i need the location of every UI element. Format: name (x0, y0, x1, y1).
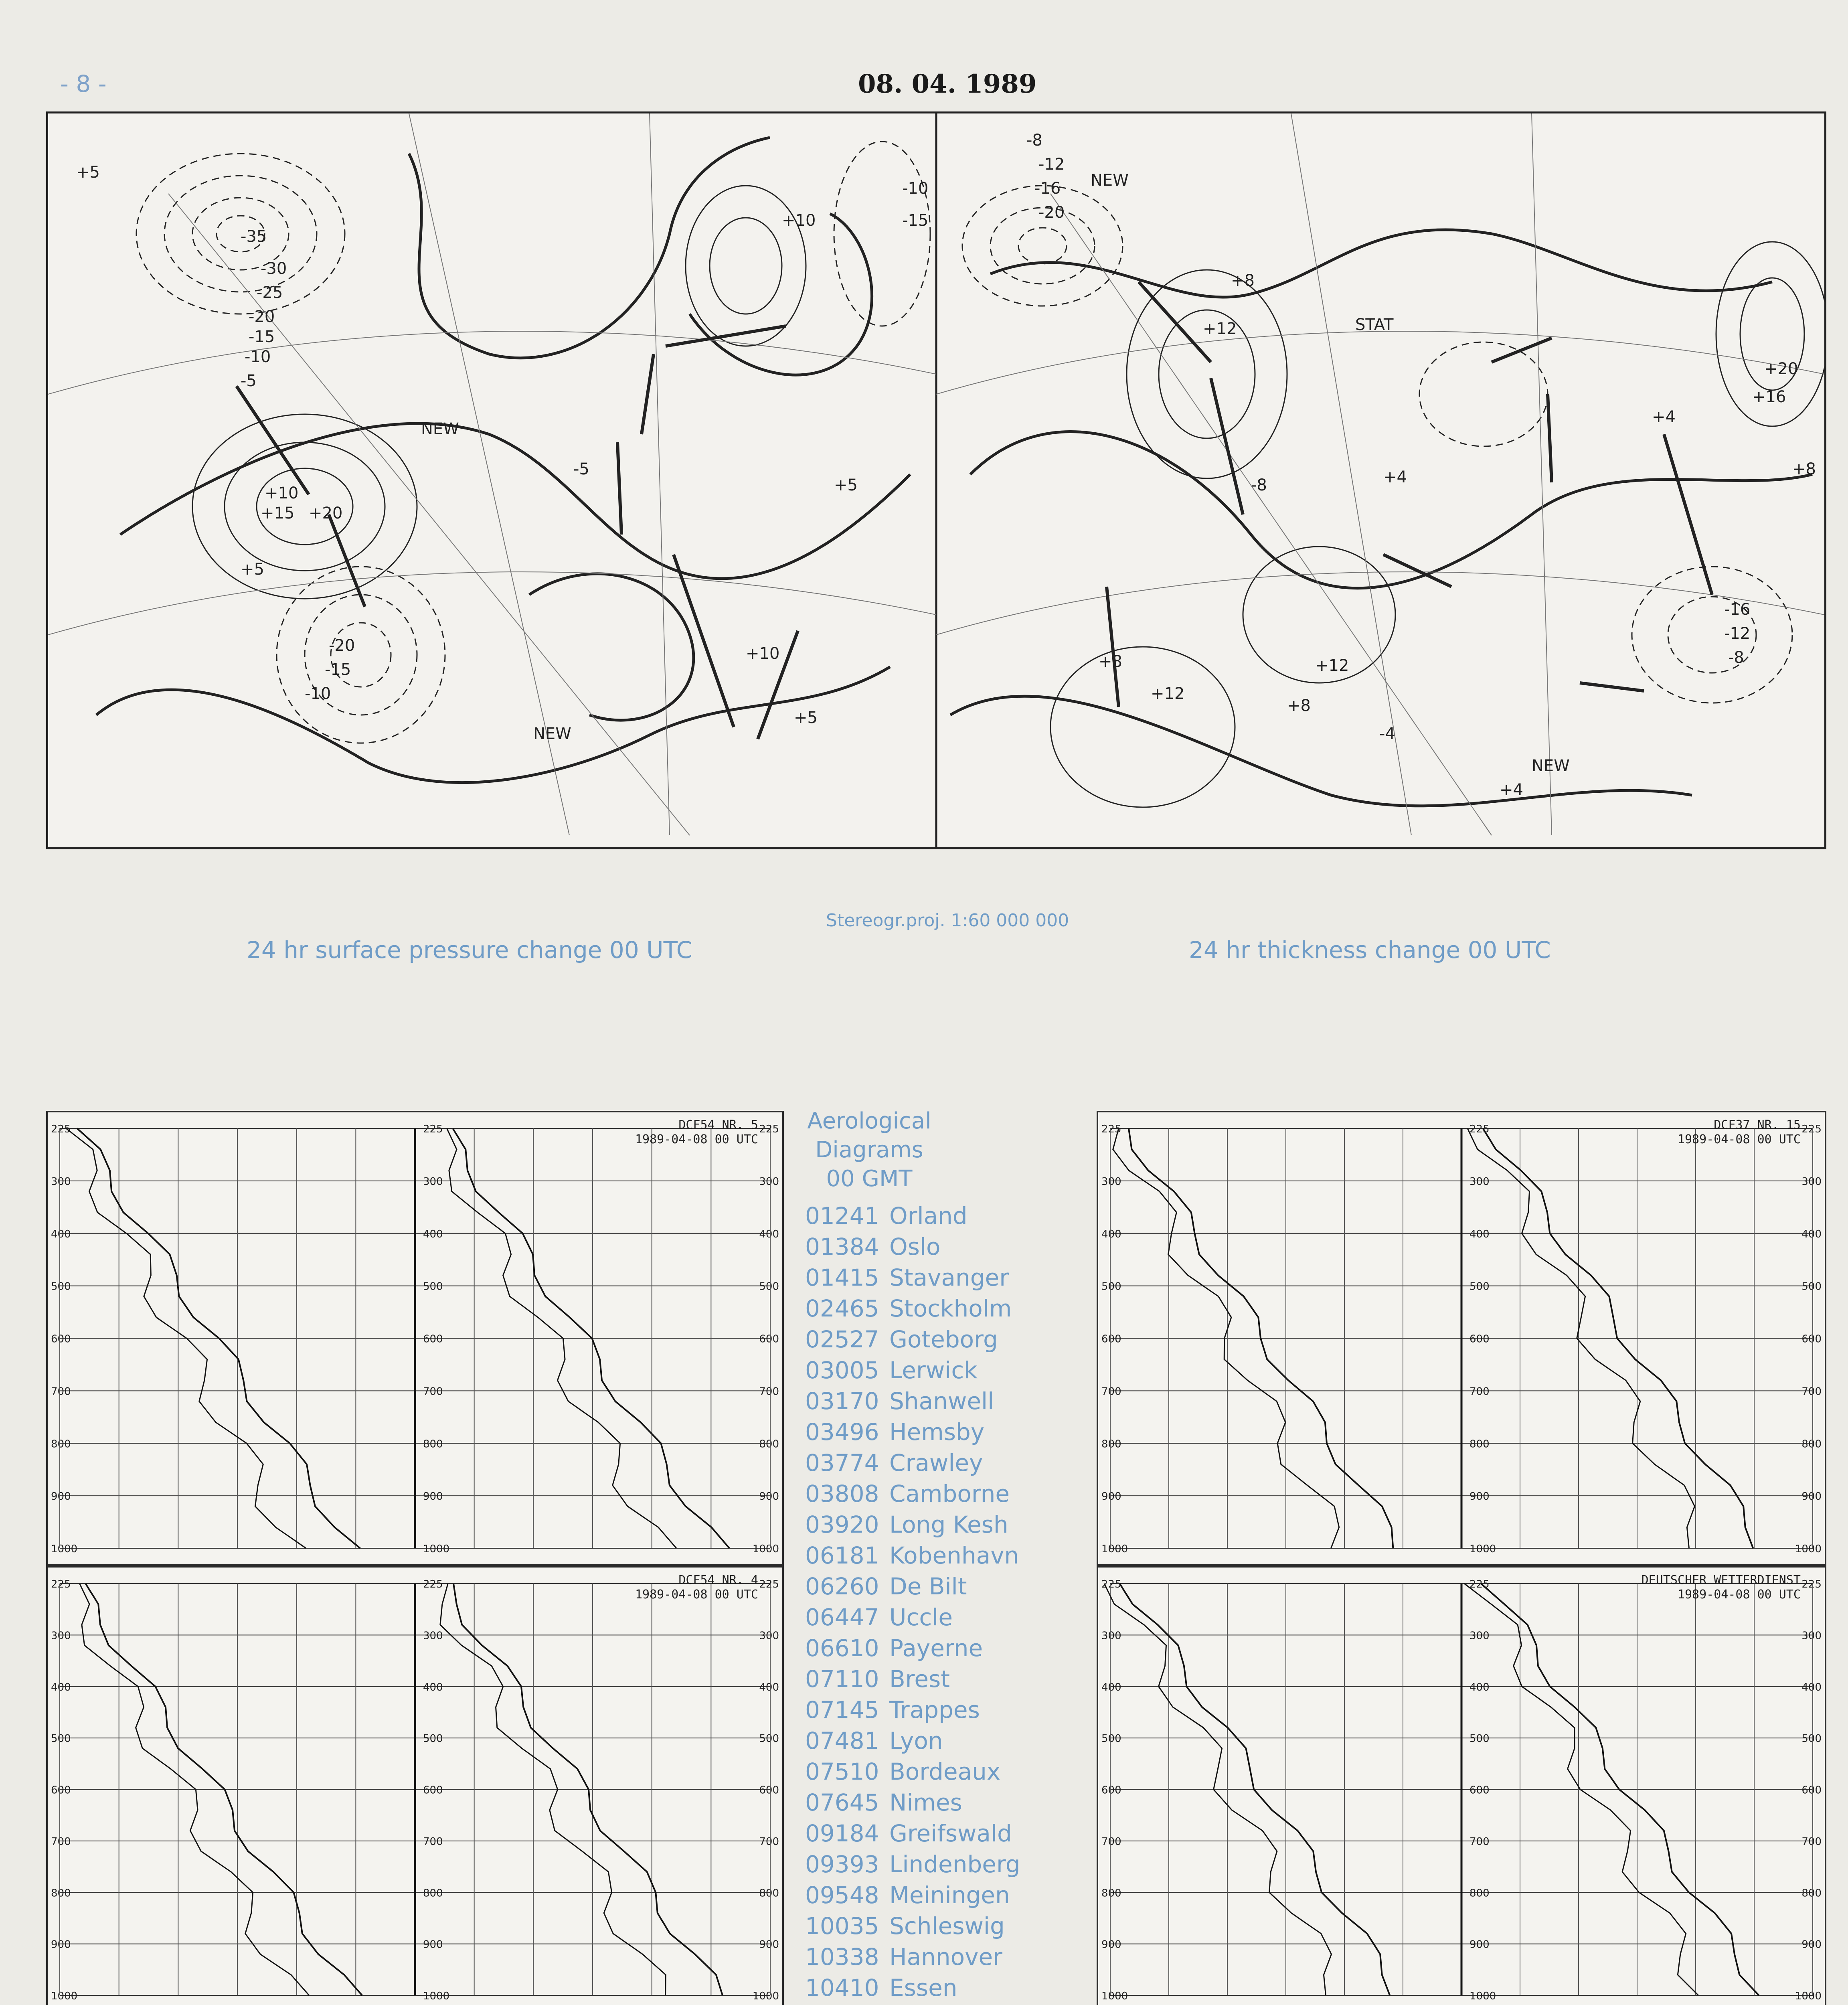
pressure-level-label: 225 (423, 1123, 443, 1135)
pressure-level-label: 600 (1469, 1784, 1490, 1796)
station-row (805, 1973, 1086, 2003)
station-code: 03774 (805, 1449, 879, 1476)
pressure-level-label: 800 (51, 1887, 71, 1900)
pressure-level-label: 300 (423, 1175, 443, 1188)
station-name: Shanwell (889, 1387, 994, 1415)
map-label: NEW (1532, 757, 1570, 775)
pressure-level-label: 900 (759, 1938, 779, 1951)
diagram-date: 1989-04-08 (635, 1132, 708, 1146)
station-code: 01415 (805, 1264, 879, 1291)
pressure-level-label: 500 (759, 1733, 779, 1745)
sounding-plot (48, 1112, 782, 1564)
pressure-level-label: 400 (1801, 1681, 1822, 1693)
diagram-header (635, 1118, 758, 1147)
station-code: 02527 (805, 1326, 879, 1353)
map-label: -15 (902, 211, 929, 230)
pressure-level-label: 600 (1469, 1333, 1490, 1345)
pressure-level-label: 900 (1101, 1938, 1121, 1951)
pressure-level-label: 600 (51, 1333, 71, 1345)
map-label: -8 (1251, 476, 1267, 494)
pressure-level-label: 900 (1801, 1938, 1822, 1951)
pressure-level-label: 300 (759, 1630, 779, 1642)
pressure-level-label: 600 (423, 1784, 443, 1796)
station-name: Orland (889, 1202, 968, 1229)
station-code: 07110 (805, 1665, 879, 1693)
map-label: +10 (265, 484, 299, 502)
pressure-level-label: 800 (51, 1438, 71, 1450)
station-row (805, 1262, 1086, 1293)
map-label: -20 (1038, 203, 1065, 222)
pressure-level-label: 500 (423, 1733, 443, 1745)
surface-pressure-caption: 24 hr surface pressure change 00 UTC (247, 936, 693, 964)
map-label: +20 (309, 504, 343, 523)
pressure-level-label: 400 (1101, 1228, 1121, 1240)
station-code: 06610 (805, 1634, 879, 1662)
projection-scale: Stereogr.proj. 1:60 000 000 (826, 910, 1069, 931)
station-name: Meiningen (889, 1881, 1010, 1909)
station-row (805, 1787, 1086, 1818)
station-code: 01241 (805, 1202, 879, 1229)
pressure-level-label: 500 (51, 1280, 71, 1293)
map-label: -5 (241, 372, 257, 390)
station-name: Nimes (889, 1789, 962, 1816)
pressure-level-label: 1000 (752, 1990, 779, 2002)
pressure-level-label: 600 (1801, 1333, 1822, 1345)
map-label: -10 (245, 348, 271, 366)
map-label: +4 (1500, 781, 1523, 799)
station-code: 07510 (805, 1758, 879, 1785)
station-code: 06181 (805, 1542, 879, 1569)
sounding-plot (1098, 1568, 1825, 2005)
station-code: 06260 (805, 1573, 879, 1600)
pressure-level-label: 600 (759, 1784, 779, 1796)
map-label: NEW (1091, 171, 1129, 190)
pressure-level-label: 800 (1101, 1887, 1121, 1900)
index-title-line: 00 GMT (826, 1166, 913, 1192)
pressure-level-label: 600 (759, 1333, 779, 1345)
station-code (805, 2003, 889, 2005)
map-label: -8 (1728, 648, 1744, 667)
map-label: +12 (1151, 685, 1185, 703)
diagram-header (635, 1573, 758, 1602)
station-code: 03170 (805, 1387, 879, 1415)
map-label: +8 (1287, 697, 1311, 715)
map-label: +5 (794, 709, 818, 727)
station-row (805, 1942, 1086, 1973)
pressure-level-label: 600 (51, 1784, 71, 1796)
station-row (805, 1726, 1086, 1756)
station-code: 03920 (805, 1511, 879, 1538)
synoptic-maps-drawing (48, 113, 1824, 847)
station-code: 07645 (805, 1789, 879, 1816)
diagram-date: 1989-04-08 (1677, 1588, 1750, 1602)
station-name (889, 2003, 994, 2005)
station-code: 02465 (805, 1295, 879, 1322)
station-index (805, 1107, 1086, 2005)
pressure-level-label: 225 (1101, 1578, 1121, 1590)
station-row (805, 1695, 1086, 1726)
station-name: De Bilt (889, 1573, 967, 1600)
page-date: 08. 04. 1989 (858, 69, 1037, 99)
station-row (805, 1478, 1086, 1509)
diagram-time: 00 UTC (715, 1132, 758, 1146)
pressure-level-label: 1000 (1795, 1990, 1822, 2002)
diagram-title: DEUTSCHER WETTERDIENST (1641, 1573, 1801, 1587)
pressure-level-label: 700 (1801, 1835, 1822, 1848)
pressure-level-label: 900 (759, 1491, 779, 1503)
pressure-level-label: 700 (1101, 1835, 1121, 1848)
map-label: -5 (573, 460, 589, 478)
pressure-level-label: 400 (759, 1681, 779, 1693)
index-title-line: Diagrams (815, 1137, 923, 1163)
station-name: Lyon (889, 1727, 943, 1754)
station-code: 10410 (805, 1974, 879, 2001)
pressure-level-label: 900 (423, 1491, 443, 1503)
map-label: -15 (325, 660, 351, 679)
station-row (805, 1633, 1086, 1664)
pressure-level-label: 700 (1801, 1385, 1822, 1398)
map-label: -25 (257, 284, 283, 302)
station-code: 07145 (805, 1696, 879, 1723)
map-label: NEW (533, 725, 571, 743)
aerological-diagram-middle-right (1097, 1566, 1826, 2005)
map-label: +4 (1383, 468, 1407, 486)
sounding-plot (1098, 1112, 1825, 1564)
pressure-level-label: 300 (1101, 1175, 1121, 1188)
pressure-level-label: 600 (423, 1333, 443, 1345)
station-name: Oslo (889, 1233, 941, 1260)
map-label: -12 (1038, 155, 1065, 174)
station-name: Goteborg (889, 1326, 998, 1353)
pressure-level-label: 400 (759, 1228, 779, 1240)
station-row (805, 1756, 1086, 1787)
pressure-level-label: 400 (1469, 1681, 1490, 1693)
pressure-level-label: 300 (1801, 1630, 1822, 1642)
station-name: Trappes (889, 1696, 980, 1723)
map-label: -16 (1724, 600, 1751, 619)
map-label: -12 (1724, 624, 1751, 643)
map-label: -4 (1379, 725, 1395, 743)
map-label: -30 (261, 259, 287, 278)
station-name: Camborne (889, 1480, 1010, 1507)
station-name: Essen (889, 1974, 957, 2001)
map-label: +5 (76, 163, 100, 182)
diagram-date: 1989-04-08 (1677, 1132, 1750, 1146)
pressure-level-label: 1000 (1101, 1543, 1128, 1555)
map-label: +4 (1652, 408, 1676, 426)
station-row (805, 1880, 1086, 1911)
station-row (805, 1417, 1086, 1448)
map-label: +5 (834, 476, 858, 494)
pressure-level-label: 800 (1469, 1887, 1490, 1900)
pressure-level-label: 700 (1469, 1385, 1490, 1398)
aerological-diagram-top-right (1097, 1111, 1826, 1566)
diagram-date: 1989-04-08 (635, 1588, 708, 1602)
map-label: NEW (421, 420, 459, 438)
station-row (805, 1664, 1086, 1695)
pressure-level-label: 700 (759, 1835, 779, 1848)
diagram-time: 00 UTC (1757, 1588, 1801, 1602)
pressure-level-label: 1000 (51, 1990, 78, 2002)
pressure-level-label: 600 (1101, 1333, 1121, 1345)
aerological-diagram-top-left (46, 1111, 784, 1566)
pressure-level-label: 900 (1469, 1938, 1490, 1951)
pressure-level-label: 225 (51, 1123, 71, 1135)
pressure-level-label: 300 (51, 1630, 71, 1642)
station-row (805, 1231, 1086, 1262)
pressure-level-label: 700 (51, 1385, 71, 1398)
station-row (805, 1201, 1086, 1231)
pressure-level-label: 800 (759, 1438, 779, 1450)
pressure-level-label: 900 (1801, 1491, 1822, 1503)
diagram-header (1678, 1118, 1801, 1147)
station-code: 07481 (805, 1727, 879, 1754)
station-row (805, 1448, 1086, 1478)
pressure-level-label: 700 (423, 1385, 443, 1398)
pressure-level-label: 300 (1469, 1175, 1490, 1188)
station-list (805, 1201, 1086, 2005)
pressure-level-label: 700 (1469, 1835, 1490, 1848)
map-label: -15 (249, 328, 275, 346)
station-name: Brest (889, 1665, 950, 1693)
pressure-level-label: 400 (1469, 1228, 1490, 1240)
map-label: +12 (1315, 656, 1349, 675)
diagram-title: DCF37 NR. 15 (1714, 1118, 1801, 1132)
map-label: +12 (1203, 320, 1237, 338)
pressure-level-label: 1000 (1469, 1990, 1496, 2002)
station-code: 03005 (805, 1357, 879, 1384)
pressure-level-label: 300 (1469, 1630, 1490, 1642)
pressure-level-label: 700 (423, 1835, 443, 1848)
station-name: Long Kesh (889, 1511, 1008, 1538)
aerological-diagram-middle-left (46, 1566, 784, 2005)
sounding-plot (48, 1568, 782, 2005)
pressure-level-label: 225 (1469, 1578, 1490, 1590)
map-label: +10 (782, 211, 816, 230)
map-label: +8 (1792, 460, 1816, 478)
station-code: 03808 (805, 1480, 879, 1507)
pressure-level-label: 900 (423, 1938, 443, 1951)
pressure-level-label: 800 (1801, 1438, 1822, 1450)
page-number: - 8 - (60, 70, 107, 97)
pressure-level-label: 800 (423, 1887, 443, 1900)
pressure-level-label: 700 (1101, 1385, 1121, 1398)
map-label: +20 (1764, 360, 1798, 378)
synoptic-maps-panel (46, 111, 1826, 849)
station-row (805, 1571, 1086, 1602)
pressure-level-label: 900 (1469, 1491, 1490, 1503)
pressure-level-label: 500 (1101, 1733, 1121, 1745)
station-code: 10035 (805, 1912, 879, 1940)
pressure-level-label: 500 (1469, 1280, 1490, 1293)
pressure-level-label: 400 (423, 1681, 443, 1693)
pressure-level-label: 225 (1101, 1123, 1121, 1135)
pressure-level-label: 225 (1469, 1123, 1490, 1135)
pressure-level-label: 400 (51, 1681, 71, 1693)
index-title (805, 1107, 933, 1193)
pressure-level-label: 500 (1801, 1733, 1822, 1745)
pressure-level-label: 900 (51, 1491, 71, 1503)
pressure-level-label: 1000 (1469, 1543, 1496, 1555)
pressure-level-label: 800 (1801, 1887, 1822, 1900)
pressure-level-label: 500 (759, 1280, 779, 1293)
diagram-header (1642, 1573, 1801, 1602)
station-name: Stockholm (889, 1295, 1012, 1322)
map-label: -8 (1026, 131, 1042, 150)
station-name: Schleswig (889, 1912, 1005, 1940)
station-code: 09184 (805, 1820, 879, 1847)
station-row (805, 1324, 1086, 1355)
map-label: +15 (261, 504, 295, 523)
diagram-title: DCF54 NR. 5 (678, 1118, 758, 1132)
pressure-level-label: 1000 (752, 1543, 779, 1555)
map-label: +16 (1752, 388, 1786, 406)
pressure-level-label: 225 (1801, 1578, 1822, 1590)
pressure-level-label: 1000 (423, 1990, 450, 2002)
station-code: 01384 (805, 1233, 879, 1260)
map-label: -35 (241, 227, 267, 246)
station-row (805, 1293, 1086, 1324)
station-row (805, 2003, 1086, 2005)
pressure-level-label: 600 (1101, 1784, 1121, 1796)
station-name: Uccle (889, 1604, 953, 1631)
pressure-level-label: 500 (423, 1280, 443, 1293)
station-name: Crawley (889, 1449, 983, 1476)
station-code: 10338 (805, 1943, 879, 1971)
pressure-level-label: 1000 (1795, 1543, 1822, 1555)
pressure-level-label: 800 (1469, 1438, 1490, 1450)
map-label: -20 (249, 308, 275, 326)
station-name: Hannover (889, 1943, 1003, 1971)
pressure-level-label: 225 (423, 1578, 443, 1590)
station-row (805, 1911, 1086, 1942)
diagram-time: 00 UTC (715, 1588, 758, 1602)
pressure-level-label: 300 (1101, 1630, 1121, 1642)
pressure-level-label: 900 (1101, 1491, 1121, 1503)
pressure-level-label: 1000 (51, 1543, 78, 1555)
thickness-caption: 24 hr thickness change 00 UTC (1189, 936, 1551, 964)
station-code: 06447 (805, 1604, 879, 1631)
station-name: Payerne (889, 1634, 983, 1662)
map-label: +8 (1231, 271, 1255, 290)
pressure-level-label: 800 (423, 1438, 443, 1450)
station-name: Bordeaux (889, 1758, 1001, 1785)
map-label: +5 (241, 560, 264, 579)
map-label: -16 (1034, 179, 1061, 198)
station-row (805, 1818, 1086, 1849)
pressure-level-label: 900 (51, 1938, 71, 1951)
map-label: +10 (746, 644, 780, 663)
station-name: Stavanger (889, 1264, 1009, 1291)
station-row (805, 1386, 1086, 1417)
pressure-level-label: 400 (1801, 1228, 1822, 1240)
map-label: +8 (1099, 652, 1122, 671)
pressure-level-label: 300 (759, 1175, 779, 1188)
pressure-level-label: 300 (1801, 1175, 1822, 1188)
diagram-title: DCF54 NR. 4 (678, 1573, 758, 1587)
pressure-level-label: 500 (1801, 1280, 1822, 1293)
station-row (805, 1540, 1086, 1571)
index-title-line: Aerological (807, 1108, 931, 1134)
pressure-level-label: 1000 (1101, 1990, 1128, 2002)
pressure-level-label: 700 (759, 1385, 779, 1398)
pressure-level-label: 400 (1101, 1681, 1121, 1693)
pressure-level-label: 800 (1101, 1438, 1121, 1450)
station-code: 03496 (805, 1418, 879, 1446)
pressure-level-label: 500 (51, 1733, 71, 1745)
station-name: Greifswald (889, 1820, 1012, 1847)
station-name: Lerwick (889, 1357, 978, 1384)
station-name: Hemsby (889, 1418, 985, 1446)
station-name: Kobenhavn (889, 1542, 1019, 1569)
pressure-level-label: 700 (51, 1835, 71, 1848)
pressure-level-label: 1000 (423, 1543, 450, 1555)
pressure-level-label: 400 (423, 1228, 443, 1240)
map-label: STAT (1355, 316, 1394, 334)
station-name: Lindenberg (889, 1851, 1020, 1878)
pressure-level-label: 400 (51, 1228, 71, 1240)
station-row (805, 1849, 1086, 1880)
pressure-level-label: 800 (759, 1887, 779, 1900)
map-label: -20 (329, 636, 355, 655)
station-row (805, 1509, 1086, 1540)
pressure-level-label: 225 (759, 1578, 779, 1590)
pressure-level-label: 225 (1801, 1123, 1822, 1135)
pressure-level-label: 225 (51, 1578, 71, 1590)
pressure-level-label: 300 (423, 1630, 443, 1642)
map-label: -10 (902, 179, 929, 198)
station-row (805, 1355, 1086, 1386)
pressure-level-label: 600 (1801, 1784, 1822, 1796)
station-code: 09548 (805, 1881, 879, 1909)
station-row (805, 1602, 1086, 1633)
station-code: 09393 (805, 1851, 879, 1878)
pressure-level-label: 225 (759, 1123, 779, 1135)
pressure-level-label: 500 (1101, 1280, 1121, 1293)
pressure-level-label: 500 (1469, 1733, 1490, 1745)
map-label: -10 (305, 685, 331, 703)
diagram-time: 00 UTC (1757, 1132, 1801, 1146)
pressure-level-label: 300 (51, 1175, 71, 1188)
